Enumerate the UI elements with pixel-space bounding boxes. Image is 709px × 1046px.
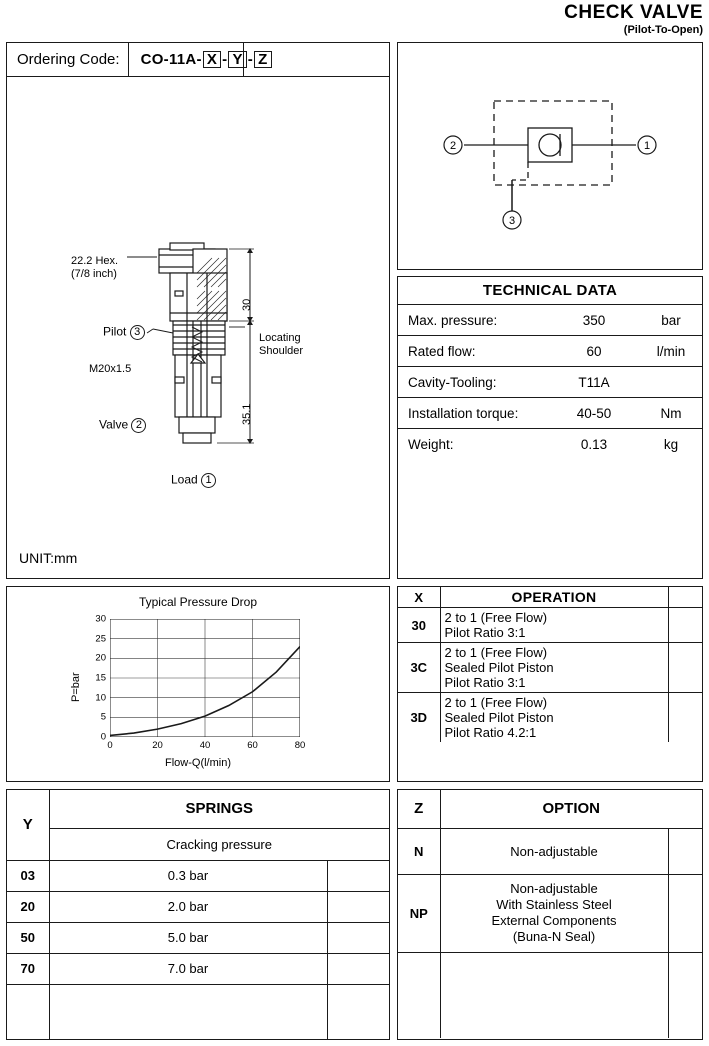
hex-size-line2: (7/8 inch)	[71, 268, 117, 280]
table-row	[7, 860, 389, 891]
table-row	[398, 367, 702, 398]
table-row	[7, 891, 389, 922]
page-title: CHECK VALVE	[564, 2, 703, 23]
ordering-code-row	[7, 43, 389, 77]
unit-label: UNIT:mm	[19, 550, 78, 566]
chart-x-tick: 20	[152, 740, 163, 751]
operation-title-header: OPERATION	[440, 587, 668, 608]
dim-35-1-label: 35.1	[241, 403, 253, 425]
chart-x-tick: 40	[199, 740, 211, 751]
spring-value: 0.3 bar	[49, 860, 327, 891]
chart-y-tick: 5	[100, 711, 106, 723]
table-row	[398, 608, 702, 643]
spring-blank-cell	[327, 922, 389, 953]
valve-label-text: Valve	[99, 417, 129, 432]
locating-shoulder-line1: Locating	[259, 332, 301, 344]
option-title-header: OPTION	[440, 790, 702, 828]
table-row	[398, 398, 702, 429]
operation-description	[440, 643, 668, 693]
dim-30-label: 30	[241, 298, 253, 311]
operation-table	[398, 587, 702, 742]
ordering-code-dash-2: -	[247, 51, 254, 68]
operation-line: 2 to 1 (Free Flow)	[444, 695, 548, 710]
option-description	[440, 828, 668, 874]
table-header-row	[398, 587, 702, 608]
hex-size-label	[71, 255, 118, 281]
chart-x-tick: 60	[247, 740, 258, 751]
chart-x-tick: 80	[294, 740, 306, 751]
tech-key: Installation torque:	[408, 405, 519, 421]
springs-title-header: SPRINGS	[49, 790, 389, 828]
tech-value: 60	[586, 343, 602, 359]
operation-line: Pilot Ratio 3:1	[444, 675, 526, 690]
valve-port-number: 2	[131, 418, 146, 433]
ordering-code-value	[128, 43, 283, 76]
tech-unit: bar	[661, 312, 681, 328]
pilot-label-text: Pilot	[103, 324, 127, 339]
spring-code: 20	[7, 891, 49, 922]
hex-size-line1: 22.2 Hex.	[71, 255, 119, 267]
ordering-code-seg-x: X	[203, 51, 221, 68]
symbol-port-3-label: 3	[508, 215, 516, 227]
load-port-number: 1	[201, 473, 216, 488]
operation-description	[440, 693, 668, 743]
operation-code-header: X	[398, 587, 440, 608]
operation-blank-cell	[668, 643, 702, 693]
tech-key: Max. pressure:	[408, 312, 498, 328]
tech-key: Rated flow:	[408, 343, 476, 359]
chart-y-tick: 30	[95, 613, 106, 625]
springs-table	[7, 790, 389, 1039]
table-row	[398, 305, 702, 336]
option-description	[440, 874, 668, 952]
hydraulic-symbol-panel	[397, 42, 703, 270]
option-empty-blank	[668, 952, 702, 1038]
table-row	[398, 429, 702, 460]
technical-data-title: TECHNICAL DATA	[398, 277, 702, 305]
option-empty-code	[398, 952, 440, 1038]
tech-unit: Nm	[660, 405, 682, 421]
chart-x-tick: 0	[107, 740, 113, 751]
option-blank-cell	[668, 874, 702, 952]
option-code: N	[398, 828, 440, 874]
load-label-text: Load	[171, 472, 198, 487]
table-row	[398, 643, 702, 693]
option-table	[398, 790, 702, 1038]
table-row	[7, 984, 389, 1039]
springs-code-header: Y	[7, 790, 49, 860]
operation-line: Pilot Ratio 3:1	[444, 625, 526, 640]
symbol-port-1-label: 1	[643, 140, 651, 152]
ordering-code-blank-cell	[243, 43, 283, 76]
springs-subtitle: Cracking pressure	[49, 828, 389, 860]
operation-blank-cell	[668, 608, 702, 643]
table-row	[398, 952, 702, 1038]
option-blank-cell	[668, 828, 702, 874]
tech-value: 40-50	[576, 405, 612, 421]
option-line: Non-adjustable	[510, 843, 598, 859]
option-code: NP	[398, 874, 440, 952]
option-line: With Stainless Steel	[496, 897, 612, 912]
operation-code: 30	[398, 608, 440, 643]
operation-line: 2 to 1 (Free Flow)	[444, 645, 548, 660]
spring-empty-blank	[327, 984, 389, 1039]
spring-code: 70	[7, 953, 49, 984]
chart-svg	[110, 619, 300, 737]
spring-value: 2.0 bar	[49, 891, 327, 922]
table-row	[7, 953, 389, 984]
tech-key: Cavity-Tooling:	[408, 374, 497, 390]
spring-empty-code	[7, 984, 49, 1039]
chart-x-axis-label: Flow-Q(l/min)	[165, 757, 231, 769]
table-row	[398, 874, 702, 952]
operation-code: 3D	[398, 693, 440, 743]
chart-y-axis-label: P=bar	[70, 672, 82, 702]
option-code-header: Z	[398, 790, 440, 828]
load-label	[171, 473, 216, 488]
drawing-panel	[6, 42, 390, 579]
table-header-row	[7, 790, 389, 828]
spring-empty-value	[49, 984, 327, 1039]
spring-code: 03	[7, 860, 49, 891]
spring-code: 50	[7, 922, 49, 953]
spring-value: 5.0 bar	[49, 922, 327, 953]
operation-blank-cell	[668, 693, 702, 743]
springs-table-panel	[6, 789, 390, 1040]
ordering-code-label: Ordering Code:	[17, 51, 120, 68]
chart-y-tick: 20	[95, 652, 106, 664]
option-empty-description	[440, 952, 668, 1038]
pilot-label	[103, 325, 145, 340]
table-row	[398, 828, 702, 874]
operation-line: Sealed Pilot Piston	[444, 710, 554, 725]
ordering-code-dash-1: -	[222, 51, 228, 68]
spring-blank-cell	[327, 891, 389, 922]
spring-blank-cell	[327, 860, 389, 891]
ordering-code-prefix: CO-11A-	[140, 51, 202, 68]
pressure-drop-chart-panel	[6, 586, 390, 782]
valve-cross-section-drawing	[7, 77, 391, 577]
ordering-code-seg-y: Y	[228, 51, 246, 68]
tech-key: Weight:	[408, 437, 454, 452]
locating-shoulder-line2: Shoulder	[259, 345, 304, 357]
locating-shoulder-label	[259, 332, 303, 358]
thread-label: M20x1.5	[89, 363, 132, 375]
table-header-row	[398, 790, 702, 828]
operation-table-panel	[397, 586, 703, 782]
page-header	[564, 2, 703, 37]
table-subheader-row	[7, 828, 389, 860]
pilot-port-number: 3	[130, 325, 145, 340]
chart-y-tick: 0	[100, 731, 106, 743]
table-row	[398, 693, 702, 743]
table-row	[7, 922, 389, 953]
operation-line: Sealed Pilot Piston	[444, 660, 554, 675]
valve-label	[99, 418, 146, 433]
option-table-panel	[397, 789, 703, 1040]
symbol-port-2-label: 2	[449, 140, 457, 152]
operation-line: 2 to 1 (Free Flow)	[444, 610, 548, 625]
spring-blank-cell	[327, 953, 389, 984]
chart-y-tick: 15	[95, 672, 106, 684]
chart-plot-area	[95, 613, 306, 751]
operation-line: Pilot Ratio 4.2:1	[444, 725, 537, 740]
technical-data-panel	[397, 276, 703, 579]
tech-unit: kg	[663, 437, 679, 452]
check-valve-symbol	[398, 43, 704, 271]
chart-y-tick: 25	[95, 633, 106, 645]
option-line: External Components	[491, 913, 617, 928]
page-subtitle: (Pilot-To-Open)	[623, 24, 703, 36]
option-line: (Buna-N Seal)	[512, 929, 596, 944]
ordering-code-seg-z: Z	[254, 51, 271, 68]
chart-title: Typical Pressure Drop	[138, 595, 258, 609]
tech-value: T11A	[578, 374, 610, 390]
operation-code: 3C	[398, 643, 440, 693]
operation-description	[440, 608, 668, 643]
table-row	[398, 336, 702, 367]
chart-y-tick: 10	[95, 692, 106, 704]
tech-value: 0.13	[580, 437, 608, 452]
spring-value: 7.0 bar	[49, 953, 327, 984]
tech-unit: l/min	[656, 343, 686, 359]
option-line: Non-adjustable	[510, 881, 598, 896]
tech-value: 350	[582, 312, 606, 328]
operation-blank-header	[668, 587, 702, 608]
